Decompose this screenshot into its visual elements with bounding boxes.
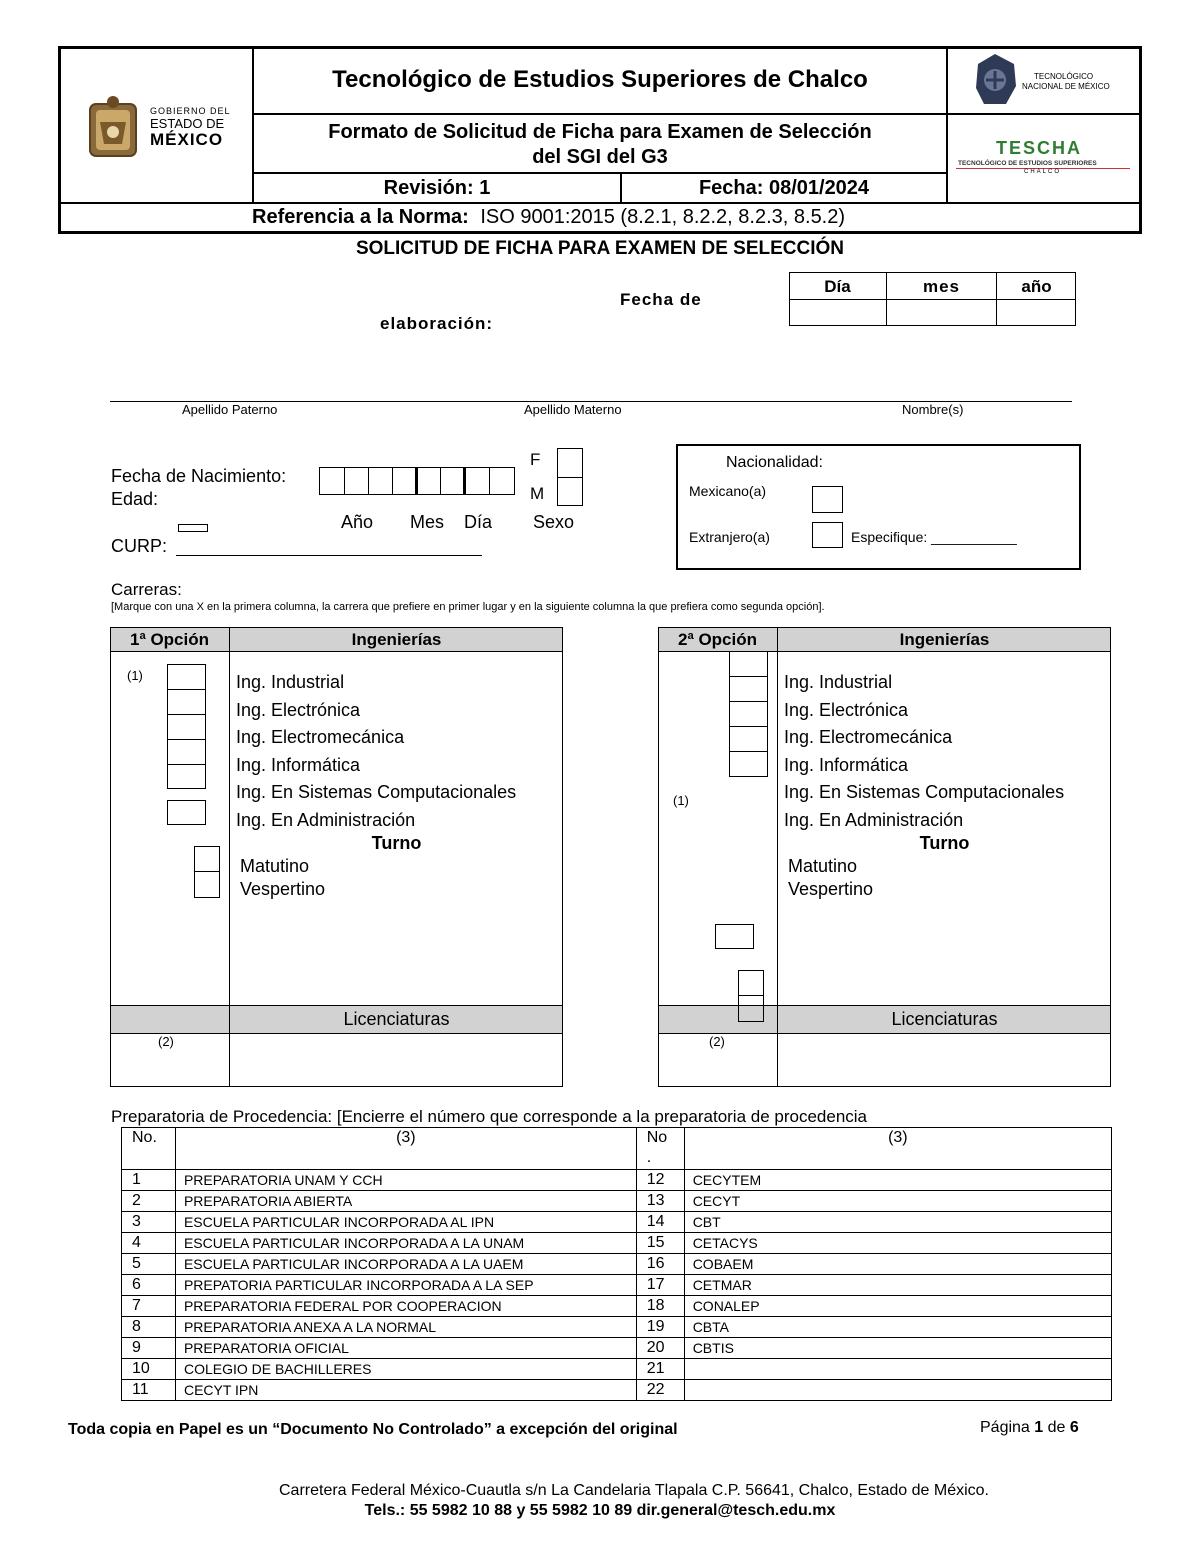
prep-name: COLEGIO DE BACHILLERES (175, 1359, 636, 1380)
prep-name: PREPARATORIA OFICIAL (175, 1338, 636, 1359)
prep-number[interactable]: 1 (122, 1170, 176, 1191)
opt1-career-checkboxes[interactable] (167, 664, 206, 789)
prep-number[interactable]: 13 (636, 1191, 684, 1212)
prep-number[interactable]: 22 (636, 1380, 684, 1401)
prep-name: CECYT (684, 1191, 1111, 1212)
curp-small-box (178, 524, 208, 532)
prep-row (122, 1191, 1112, 1212)
prep-number[interactable]: 3 (122, 1212, 176, 1233)
elaboracion-label: elaboración: (380, 314, 494, 333)
prep-number[interactable]: 18 (636, 1296, 684, 1317)
prep-row (122, 1359, 1112, 1380)
prep-number[interactable]: 20 (636, 1338, 684, 1359)
opt1-admin-checkbox[interactable] (167, 800, 206, 825)
footer-contact: Tels.: 55 5982 10 88 y 55 5982 10 89 dir.general@tesch.edu.mx (364, 1502, 836, 1519)
prep-number[interactable]: 15 (636, 1233, 684, 1254)
norm-reference: Referencia a la Norma: ISO 9001:2015 (8.2.1, 8.2.2, 8.2.3, 8.5.2) (252, 206, 846, 228)
prep-number[interactable]: 4 (122, 1233, 176, 1254)
prep-number[interactable]: 14 (636, 1212, 684, 1233)
form-title: SOLICITUD DE FICHA PARA EXAMEN DE SELECCIÓN (355, 238, 845, 259)
careers-note: [Marque con una X en la primera columna, la carrera que prefiere en primer lugar y en la siguiente columna la que prefiera como segunda opción]. (111, 601, 825, 613)
format-title: Formato de Solicitud de Ficha para Examen de Selección del SGI del G3 (328, 121, 872, 168)
opt2-admin-checkbox[interactable] (715, 924, 754, 949)
prep-number[interactable]: 7 (122, 1296, 176, 1317)
revision-date: Fecha: 08/01/2024 (698, 177, 870, 199)
prep-name: COBAEM (684, 1254, 1111, 1275)
prep-name (684, 1359, 1111, 1380)
birth-date-boxes[interactable] (319, 467, 515, 495)
prep-name: CBT (684, 1212, 1111, 1233)
prep-row (122, 1296, 1112, 1317)
curp-line[interactable] (176, 537, 482, 556)
footer-disclaimer: Toda copia en Papel es un “Documento No Controlado” a excepción del original (68, 1421, 678, 1438)
prep-name: PREPARATORIA FEDERAL POR COOPERACION (175, 1296, 636, 1317)
prep-number[interactable]: 8 (122, 1317, 176, 1338)
full-name-line[interactable] (110, 386, 1072, 402)
extranjero-checkbox[interactable] (812, 522, 843, 548)
prep-name: CETACYS (684, 1233, 1111, 1254)
prep-name: CETMAR (684, 1275, 1111, 1296)
prep-number[interactable]: 2 (122, 1191, 176, 1212)
prep-number[interactable]: 19 (636, 1317, 684, 1338)
opt1-shift-checkboxes[interactable] (194, 846, 220, 898)
footer-address: Carretera Federal México-Cuautla s/n La Candelaria Tlapala C.P. 56641, Chalco, Estado de México. (278, 1482, 989, 1499)
opt2-career-list: Ing. Industrial Ing. Electrónica Ing. Electromecánica Ing. Informática Ing. En Sistemas Computacionales Ing. En Administración (784, 672, 1065, 830)
prep-label: Preparatoria de Procedencia: [Encierre el número que corresponde a la preparatoria de procedencia (111, 1107, 868, 1126)
page-number: Página 1 de 6 (980, 1419, 1079, 1436)
prep-number[interactable]: 21 (636, 1359, 684, 1380)
prep-number[interactable]: 12 (636, 1170, 684, 1191)
fecha-de-label: Fecha de (620, 290, 702, 309)
prep-name: PREPARATORIA ANEXA A LA NORMAL (175, 1317, 636, 1338)
especifique-field[interactable]: Especifique: ___________ (851, 529, 1017, 545)
prep-row (122, 1254, 1112, 1275)
prep-number[interactable]: 6 (122, 1275, 176, 1296)
prep-name: CBTA (684, 1317, 1111, 1338)
prep-row (122, 1233, 1112, 1254)
state-seal-logo (82, 94, 144, 160)
prep-row (122, 1275, 1112, 1296)
day-input[interactable] (790, 300, 886, 325)
careers-label: Carreras: (111, 580, 182, 599)
tescha-logo: TESCHA TECNOLÓGICO DE ESTUDIOS SUPERIORES CHALCO (956, 138, 1136, 180)
prep-name: ESCUELA PARTICULAR INCORPORADA A LA UNAM (175, 1233, 636, 1254)
age-label: Edad: (111, 489, 159, 509)
birth-label: Fecha de Nacimiento: (111, 466, 287, 486)
mexicano-checkbox[interactable] (812, 486, 843, 513)
prep-name: PREPARATORIA UNAM Y CCH (175, 1170, 636, 1191)
prep-number[interactable]: 16 (636, 1254, 684, 1275)
institution-title: Tecnológico de Estudios Superiores de Chalco (332, 66, 868, 93)
opt2-shift-checkboxes[interactable] (738, 970, 764, 1022)
prep-name: ESCUELA PARTICULAR INCORPORADA A LA UAEM (175, 1254, 636, 1275)
prep-number[interactable]: 11 (122, 1380, 176, 1401)
revision: Revisión: 1 (383, 177, 491, 199)
month-input[interactable] (887, 300, 996, 325)
tecnm-logo: TECNOLÓGICO NACIONAL DE MÉXICO (970, 52, 1130, 110)
prep-row (122, 1170, 1112, 1191)
prep-table: No. (3) No . (3) 1 PREPARATORIA UNAM Y CCH 12 CECYTEM 2 PREPARATORIA ABIERTA 13 CECYT 3 ESCUELA PARTICULAR INCORPORADA AL IPN 14 CBT 4 ESCUELA PARTICULAR INCORPORADA A LA UNAM 15 CETACYS 5 ESCUELA PARTICULAR INCORPORADA A LA UAEM 16 COBAEM 6 PREPATORIA PARTICULAR INCORPORADA A LA SEP 17 CETMAR 7 PREPARATORIA FEDERAL POR COOPERACION 18 CONALEP 8 PREPARATORIA ANEXA A LA NORMAL 19 CBTA 9 PREPARATORIA OFICIAL 20 CBTIS 10 COLEGIO DE BACHILLERES 21 11 CECYT IPN 22 (121, 1127, 1112, 1401)
prep-row (122, 1317, 1112, 1338)
prep-row (122, 1212, 1112, 1233)
prep-name (684, 1380, 1111, 1401)
prep-row (122, 1338, 1112, 1359)
opt1-career-list: Ing. Industrial Ing. Electrónica Ing. Electromecánica Ing. Informática Ing. En Sistemas Computacionales Ing. En Administración (236, 672, 517, 830)
curp-label: CURP: (111, 536, 168, 556)
prep-name: CECYT IPN (175, 1380, 636, 1401)
prep-name: CBTIS (684, 1338, 1111, 1359)
prep-name: ESCUELA PARTICULAR INCORPORADA AL IPN (175, 1212, 636, 1233)
prep-name: CECYTEM (684, 1170, 1111, 1191)
prep-name: PREPARATORIA ABIERTA (175, 1191, 636, 1212)
opt2-career-checkboxes[interactable] (729, 651, 768, 777)
prep-row (122, 1380, 1112, 1401)
prep-name: CONALEP (684, 1296, 1111, 1317)
prep-number[interactable]: 17 (636, 1275, 684, 1296)
state-logo-text: GOBIERNO DEL ESTADO DE MÉXICO (150, 106, 231, 149)
prep-number[interactable]: 10 (122, 1359, 176, 1380)
year-input[interactable] (997, 300, 1075, 325)
prep-number[interactable]: 9 (122, 1338, 176, 1359)
prep-number[interactable]: 5 (122, 1254, 176, 1275)
prep-name: PREPATORIA PARTICULAR INCORPORADA A LA SEP (175, 1275, 636, 1296)
